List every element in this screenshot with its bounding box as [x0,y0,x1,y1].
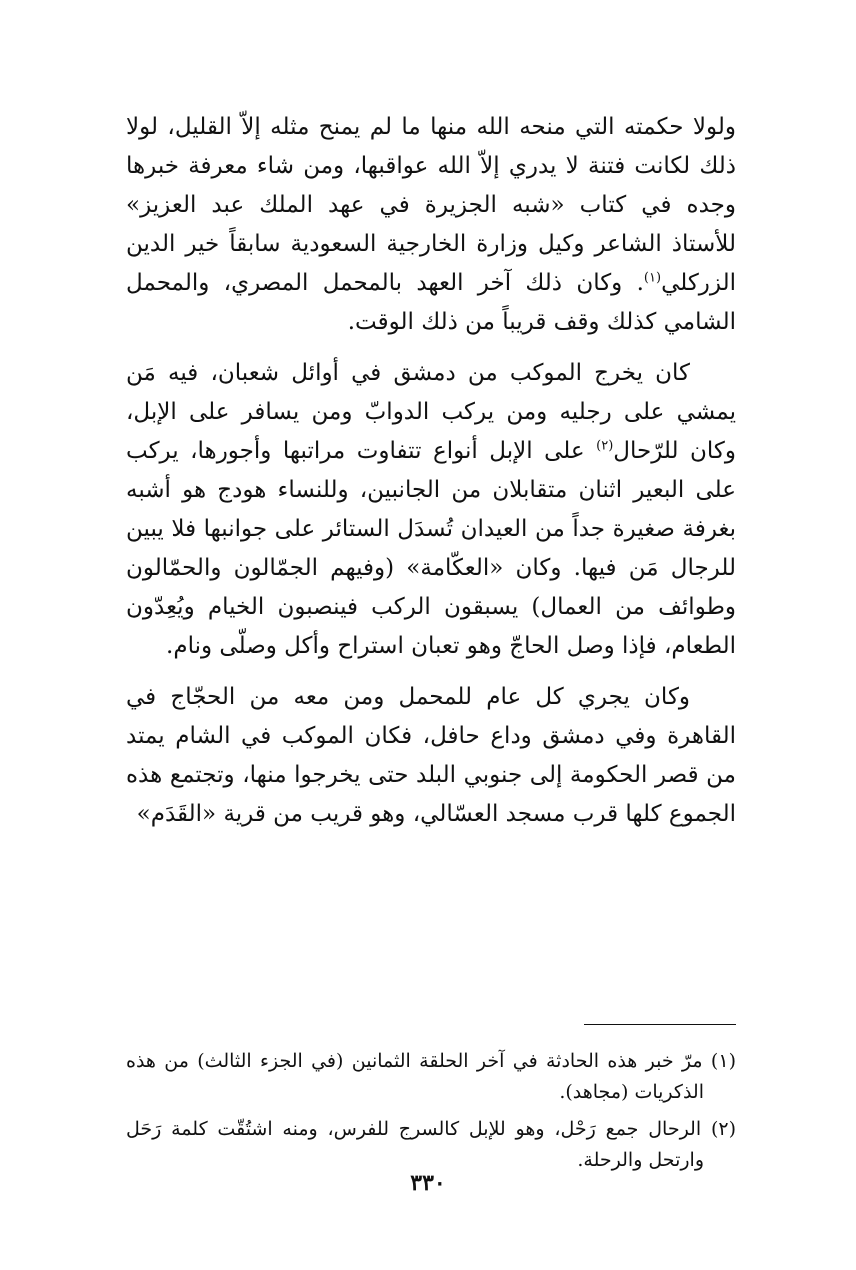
paragraph-2-text-cont: على الإبل أنواع تتفاوت مراتبها وأجورها، يركب على البعير اثنان متقابلان من الجانبين، وللنساء هودج هو أشبه بغرفة صغيرة جداً من العيدان تُسدَل الستائر على جوانبها فلا يبين للرجال مَن فيها. وكان «العكّامة» (وفيهم الجمّالون والحمّالون وطوائف من العمال) يسبقون الركب فينصبون الخيام ويُعِدّون الطعام، فإذا وصل الحاجّ وهو تعبان استراح وأكل وصلّى ونام. [126,438,736,659]
footnote-2-marker: (٢) [710,1118,736,1140]
paragraph-1-text: ولولا حكمته التي منحه الله منها ما لم يمنح مثله إلاّ القليل، لولا ذلك لكانت فتنة لا يدري إلاّ الله عواقبها، ومن شاء معرفة خبرها وجده في كتاب «شبه الجزيرة في عهد الملك عبد العزيز» للأستاذ الشاعر وكيل وزارة الخارجية السعودية سابقاً خير الدين الزركلي [126,114,736,296]
page-number: ٣٣٠ [410,1170,446,1196]
paragraph-1-text-cont: . وكان ذلك آخر العهد بالمحمل المصري، والمحمل الشامي كذلك وقف قريباً من ذلك الوقت. [126,270,736,335]
footnote-1-marker: (١) [710,1050,736,1072]
footnote-2-text: الرحال جمع رَحْل، وهو للإبل كالسرج للفرس، ومنه اشتُقّت كلمة رَحَل وارتحل والرحلة. [126,1118,704,1171]
paragraph-2 [126,354,736,666]
footnote-1-text: مرّ خبر هذه الحادثة في آخر الحلقة الثمانين (في الجزء الثالث) من هذه الذكريات (مجاهد). [126,1050,704,1103]
footnote-ref-1[interactable]: (١) [643,270,662,286]
paragraph-2-text: كان يخرج الموكب من دمشق في أوائل شعبان، فيه مَن يمشي على رجليه ومن يركب الدوابّ ومن يسافر على الإبل، وكان للرّحال [126,360,736,464]
footnotes [126,1046,736,1182]
paragraph-1 [126,108,736,342]
footnote-separator [584,1024,736,1025]
page-body [126,108,736,1171]
footnote-2 [126,1114,736,1176]
paragraph-3: وكان يجري كل عام للمحمل ومن معه من الحجّاج في القاهرة وفي دمشق وداع حافل، فكان الموكب في الشام يمتد من قصر الحكومة إلى جنوبي البلد حتى يخرجوا منها، وتجتمع هذه الجموع كلها قرب مسجد العسّالي، وهو قريب من قرية «القَدَم» [126,684,736,827]
footnote-1 [126,1046,736,1108]
footnote-ref-2[interactable]: (٢) [596,438,614,454]
